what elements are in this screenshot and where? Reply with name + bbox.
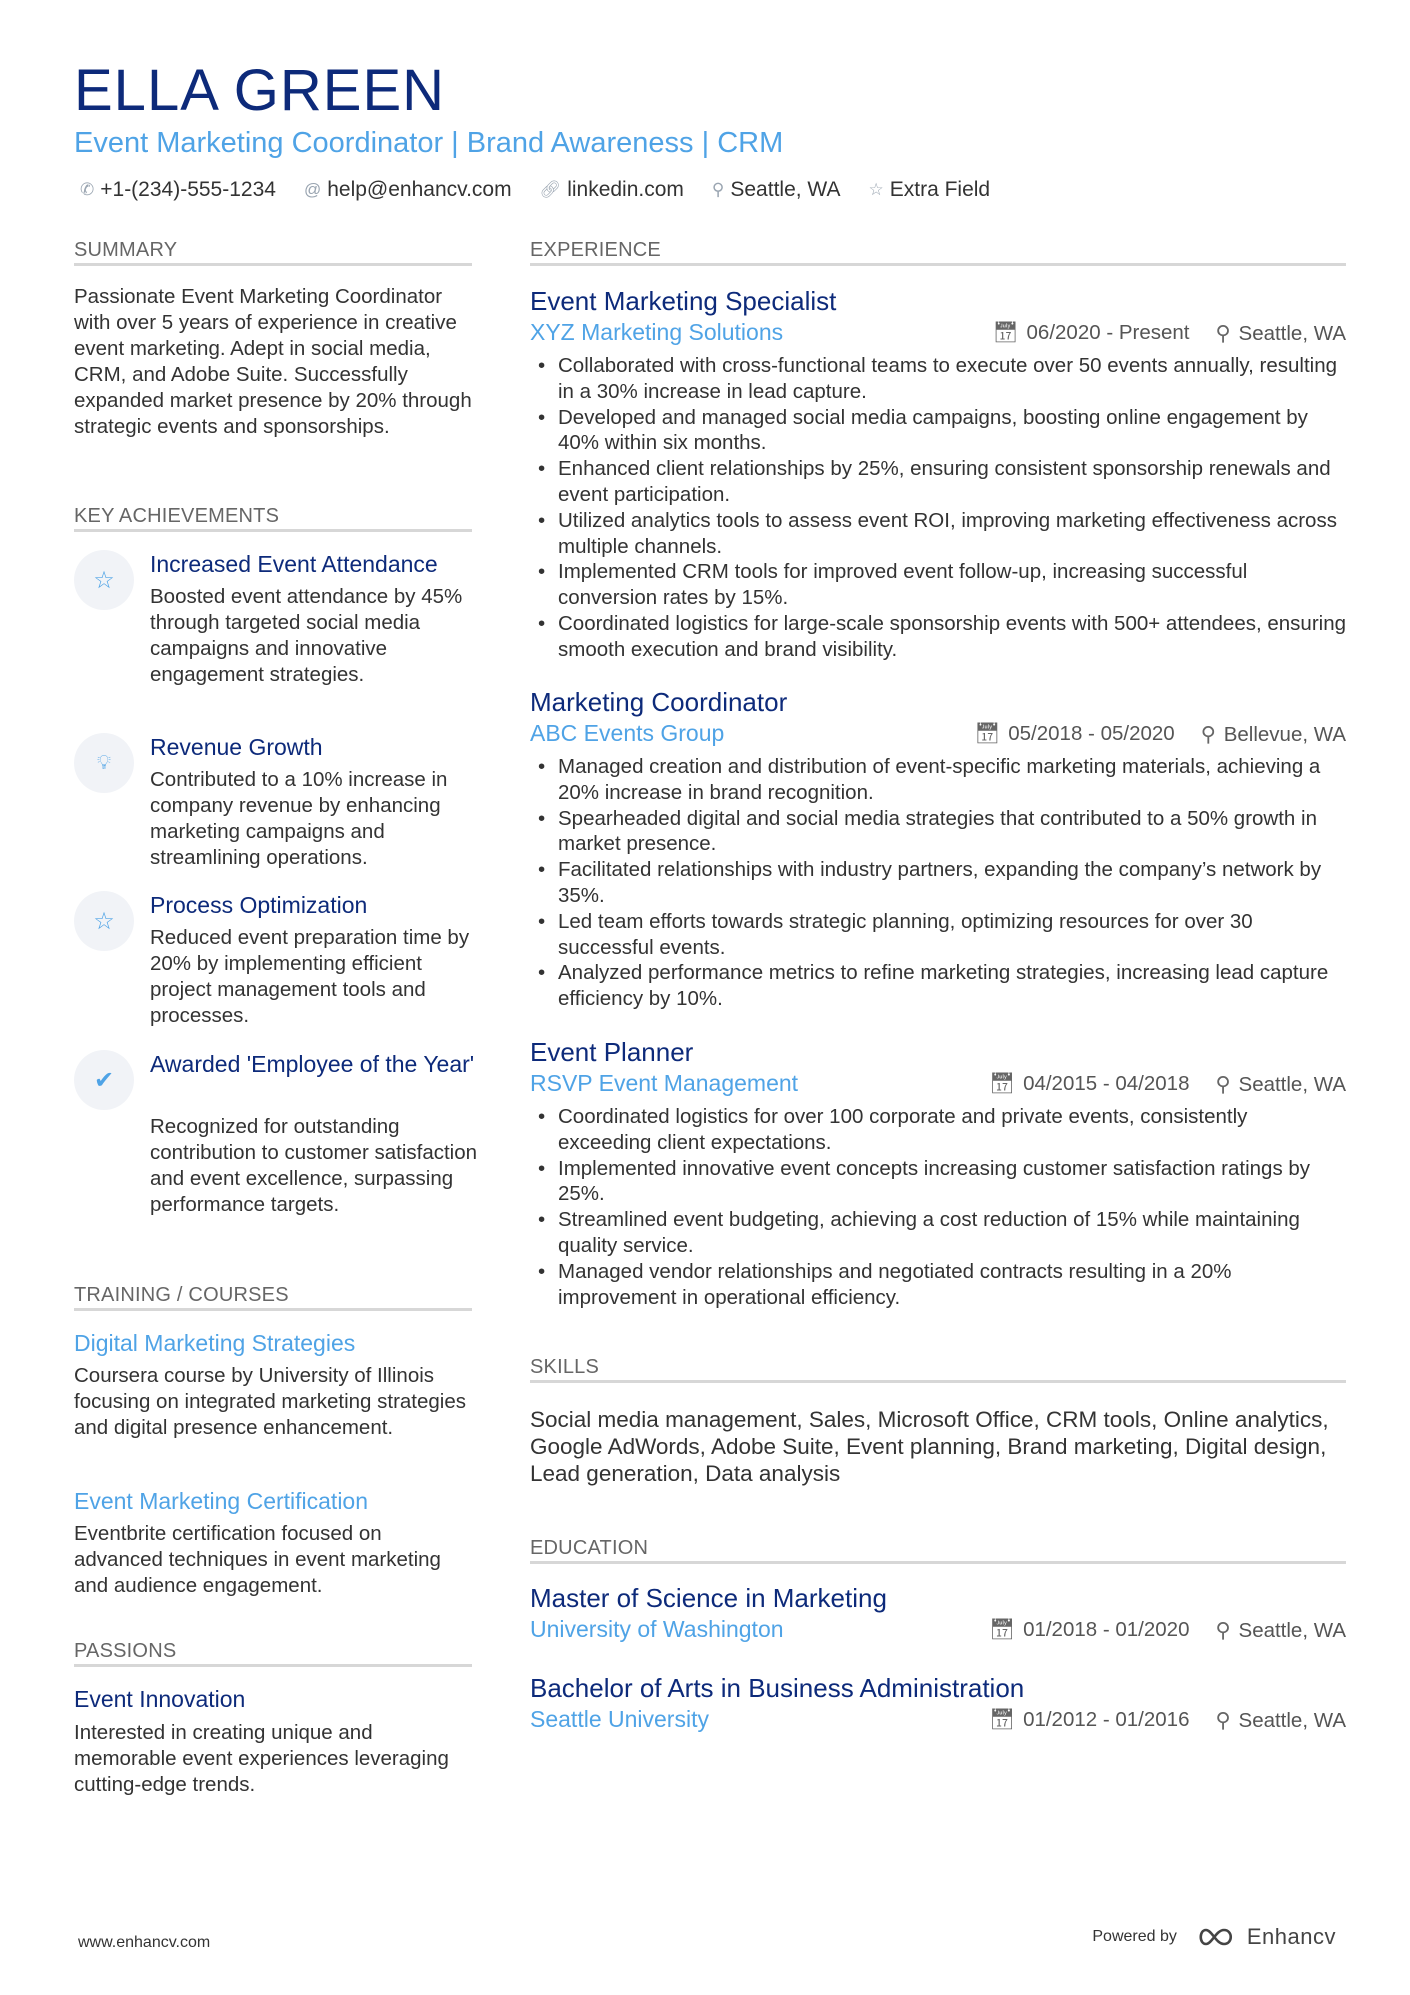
brand-logo[interactable]: Enhancv bbox=[1195, 1924, 1336, 1950]
star-icon: ☆ bbox=[74, 891, 134, 951]
location-pin-icon: ⚲ bbox=[1215, 1709, 1231, 1732]
list-item: • Led team efforts towards strategic planning, optimizing resources for over 30 successful events. bbox=[558, 909, 1346, 961]
job-role: Event Planner bbox=[530, 1037, 694, 1067]
skills-text: Social media management, Sales, Microsoft Office, CRM tools, Online analytics, Google AdWords, Adobe Suite, Event planning, Brand marketing, Digital design, Lead generation, Data analysis bbox=[530, 1407, 1329, 1486]
course-desc: Eventbrite certification focused on advanced techniques in event marketing and audience engagement. bbox=[74, 1522, 441, 1597]
section-heading-education: EDUCATION bbox=[530, 1537, 649, 1559]
contact-phone[interactable]: ✆ +1-(234)-555-1234 bbox=[80, 178, 276, 201]
job-location: ⚲ Seattle, WA bbox=[1215, 1073, 1346, 1096]
job-bullets bbox=[530, 754, 1346, 1012]
section-heading-passions: PASSIONS bbox=[74, 1640, 177, 1662]
list-item: • Utilized analytics tools to assess event ROI, improving marketing effectiveness across multiple channels. bbox=[558, 508, 1346, 560]
candidate-name: ELLA GREEN bbox=[74, 58, 446, 123]
summary-text: Passionate Event Marketing Coordinator with over 5 years of experience in creative event marketing. Adept in social media, CRM, and Adobe Suite. Successfully expanded market presence by 20% through strategic events and sponsorships. bbox=[74, 285, 472, 438]
phone-icon: ✆ bbox=[80, 180, 95, 199]
job-company: RSVP Event Management bbox=[530, 1070, 799, 1096]
footer-brand bbox=[1092, 1924, 1336, 1950]
job-dates: 📅︎ 04/2015 - 04/2018 bbox=[989, 1072, 1190, 1095]
achievement-title: Increased Event Attendance bbox=[150, 551, 438, 577]
education-item bbox=[530, 1582, 1346, 1648]
job-location: ⚲ Bellevue, WA bbox=[1200, 723, 1346, 746]
list-item: • Facilitated relationships with industry partners, expanding the company’s network by 35%. bbox=[558, 857, 1346, 909]
location-pin-icon: ⚲ bbox=[1215, 1073, 1231, 1096]
achievement-title: Process Optimization bbox=[150, 892, 368, 918]
job-company: XYZ Marketing Solutions bbox=[530, 319, 784, 345]
passion-desc: Interested in creating unique and memorable event experiences leveraging cutting-edge trends. bbox=[74, 1721, 449, 1796]
calendar-icon: 📅︎ bbox=[974, 722, 1001, 745]
edu-location: ⚲ Seattle, WA bbox=[1215, 1709, 1346, 1732]
list-item: • Analyzed performance metrics to refine marketing strategies, increasing lead capture efficiency by 10%. bbox=[558, 960, 1346, 1012]
experience-item bbox=[530, 1036, 1346, 1310]
school-name: University of Washington bbox=[530, 1616, 784, 1642]
contact-location: ⚲ Seattle, WA bbox=[711, 178, 841, 201]
experience-item bbox=[530, 285, 1346, 663]
candidate-title: Event Marketing Coordinator | Brand Awareness | CRM bbox=[74, 127, 784, 159]
section-heading-achievements: KEY ACHIEVEMENTS bbox=[74, 505, 280, 527]
list-item: • Streamlined event budgeting, achieving a cost reduction of 15% while maintaining quality service. bbox=[558, 1207, 1346, 1259]
achievement-item bbox=[74, 1050, 478, 1250]
achievement-item bbox=[74, 733, 474, 873]
achievement-item bbox=[74, 891, 474, 1031]
school-name: Seattle University bbox=[530, 1706, 709, 1732]
list-item: • Enhanced client relationships by 25%, ensuring consistent sponsorship renewals and event participation. bbox=[558, 456, 1346, 508]
degree-title: Master of Science in Marketing bbox=[530, 1583, 887, 1613]
list-item: • Spearheaded digital and social media strategies that contributed to a 50% growth in market presence. bbox=[558, 806, 1346, 858]
link-icon: 🔗︎ bbox=[539, 180, 562, 199]
calendar-icon: 📅︎ bbox=[989, 1618, 1016, 1641]
star-outline-icon: ☆ bbox=[868, 180, 884, 199]
contact-email[interactable]: @ help@enhancv.com bbox=[303, 178, 512, 201]
contact-extra: ☆ Extra Field bbox=[868, 178, 991, 201]
divider bbox=[530, 1561, 1346, 1564]
passion-title: Event Innovation bbox=[74, 1686, 246, 1712]
divider bbox=[74, 1308, 472, 1311]
achievement-title: Awarded 'Employee of the Year' bbox=[150, 1051, 475, 1077]
list-item: • Managed creation and distribution of event-specific marketing materials, achieving a 20% increase in brand recognition. bbox=[558, 754, 1346, 806]
section-heading-training: TRAINING / COURSES bbox=[74, 1284, 289, 1306]
contact-bar bbox=[80, 178, 990, 202]
section-heading-summary: SUMMARY bbox=[74, 239, 178, 261]
list-item: • Collaborated with cross-functional teams to execute over 50 events annually, resulting in a 30% increase in lead capture. bbox=[558, 353, 1346, 405]
degree-title: Bachelor of Arts in Business Administration bbox=[530, 1673, 1025, 1703]
job-bullets bbox=[530, 353, 1346, 663]
list-item: • Developed and managed social media campaigns, boosting online engagement by 40% within six months. bbox=[558, 405, 1346, 457]
achievement-item bbox=[74, 550, 474, 720]
list-item: • Managed vendor relationships and negotiated contracts resulting in a 20% improvement in operational efficiency. bbox=[558, 1259, 1346, 1311]
list-item: • Implemented innovative event concepts increasing customer satisfaction ratings by 25%. bbox=[558, 1156, 1346, 1208]
powered-by-label: Powered by bbox=[1092, 1928, 1177, 1945]
lightbulb-icon: 💡︎ bbox=[74, 733, 134, 793]
achievement-desc: Reduced event preparation time by 20% by implementing efficient project management tools and processes. bbox=[150, 926, 470, 1027]
course-title: Event Marketing Certification bbox=[74, 1488, 369, 1514]
location-pin-icon: ⚲ bbox=[711, 180, 725, 199]
achievement-desc: Contributed to a 10% increase in company revenue by enhancing marketing campaigns and streamlining operations. bbox=[150, 768, 448, 869]
location-pin-icon: ⚲ bbox=[1215, 1619, 1231, 1642]
infinity-icon bbox=[1195, 1926, 1239, 1948]
calendar-icon: 📅︎ bbox=[989, 1072, 1016, 1095]
job-dates: 📅︎ 05/2018 - 05/2020 bbox=[974, 722, 1175, 745]
calendar-icon: 📅︎ bbox=[992, 321, 1019, 344]
list-item: • Coordinated logistics for over 100 corporate and private events, consistently exceeding client expectations. bbox=[558, 1104, 1346, 1156]
job-location: ⚲ Seattle, WA bbox=[1215, 322, 1346, 345]
experience-item bbox=[530, 686, 1346, 1012]
list-item: • Coordinated logistics for large-scale sponsorship events with 500+ attendees, ensuring smooth execution and brand visibility. bbox=[558, 611, 1346, 663]
location-pin-icon: ⚲ bbox=[1215, 322, 1231, 345]
job-bullets bbox=[530, 1104, 1346, 1310]
edu-location: ⚲ Seattle, WA bbox=[1215, 1619, 1346, 1642]
achievement-desc: Boosted event attendance by 45% through targeted social media campaigns and innovative engagement strategies. bbox=[150, 585, 463, 686]
footer-site-link[interactable]: www.enhancv.com bbox=[78, 1934, 211, 1951]
calendar-icon: 📅︎ bbox=[989, 1708, 1016, 1731]
divider bbox=[530, 1380, 1346, 1383]
contact-linkedin[interactable]: 🔗︎ linkedin.com bbox=[539, 178, 684, 201]
job-role: Marketing Coordinator bbox=[530, 687, 788, 717]
education-item bbox=[530, 1672, 1346, 1738]
divider bbox=[530, 263, 1346, 266]
divider bbox=[74, 1664, 472, 1667]
course-title: Digital Marketing Strategies bbox=[74, 1330, 356, 1356]
edu-dates: 📅︎ 01/2012 - 01/2016 bbox=[989, 1708, 1190, 1731]
star-icon: ☆ bbox=[74, 550, 134, 610]
job-company: ABC Events Group bbox=[530, 720, 725, 746]
job-dates: 📅︎ 06/2020 - Present bbox=[992, 321, 1190, 344]
at-icon: @ bbox=[303, 180, 322, 199]
edu-dates: 📅︎ 01/2018 - 01/2020 bbox=[989, 1618, 1190, 1641]
section-heading-skills: SKILLS bbox=[530, 1356, 600, 1378]
job-role: Event Marketing Specialist bbox=[530, 286, 837, 316]
check-icon: ✔ bbox=[74, 1050, 134, 1110]
list-item: • Implemented CRM tools for improved event follow-up, increasing successful conversion rates by 15%. bbox=[558, 559, 1346, 611]
section-heading-experience: EXPERIENCE bbox=[530, 239, 661, 261]
course-desc: Coursera course by University of Illinois focusing on integrated marketing strategies and digital presence enhancement. bbox=[74, 1364, 467, 1439]
divider bbox=[74, 529, 472, 532]
achievement-title: Revenue Growth bbox=[150, 734, 323, 760]
achievement-desc: Recognized for outstanding contribution to customer satisfaction and event excellence, surpassing performance targets. bbox=[150, 1115, 478, 1216]
location-pin-icon: ⚲ bbox=[1200, 723, 1216, 746]
divider bbox=[74, 263, 472, 266]
